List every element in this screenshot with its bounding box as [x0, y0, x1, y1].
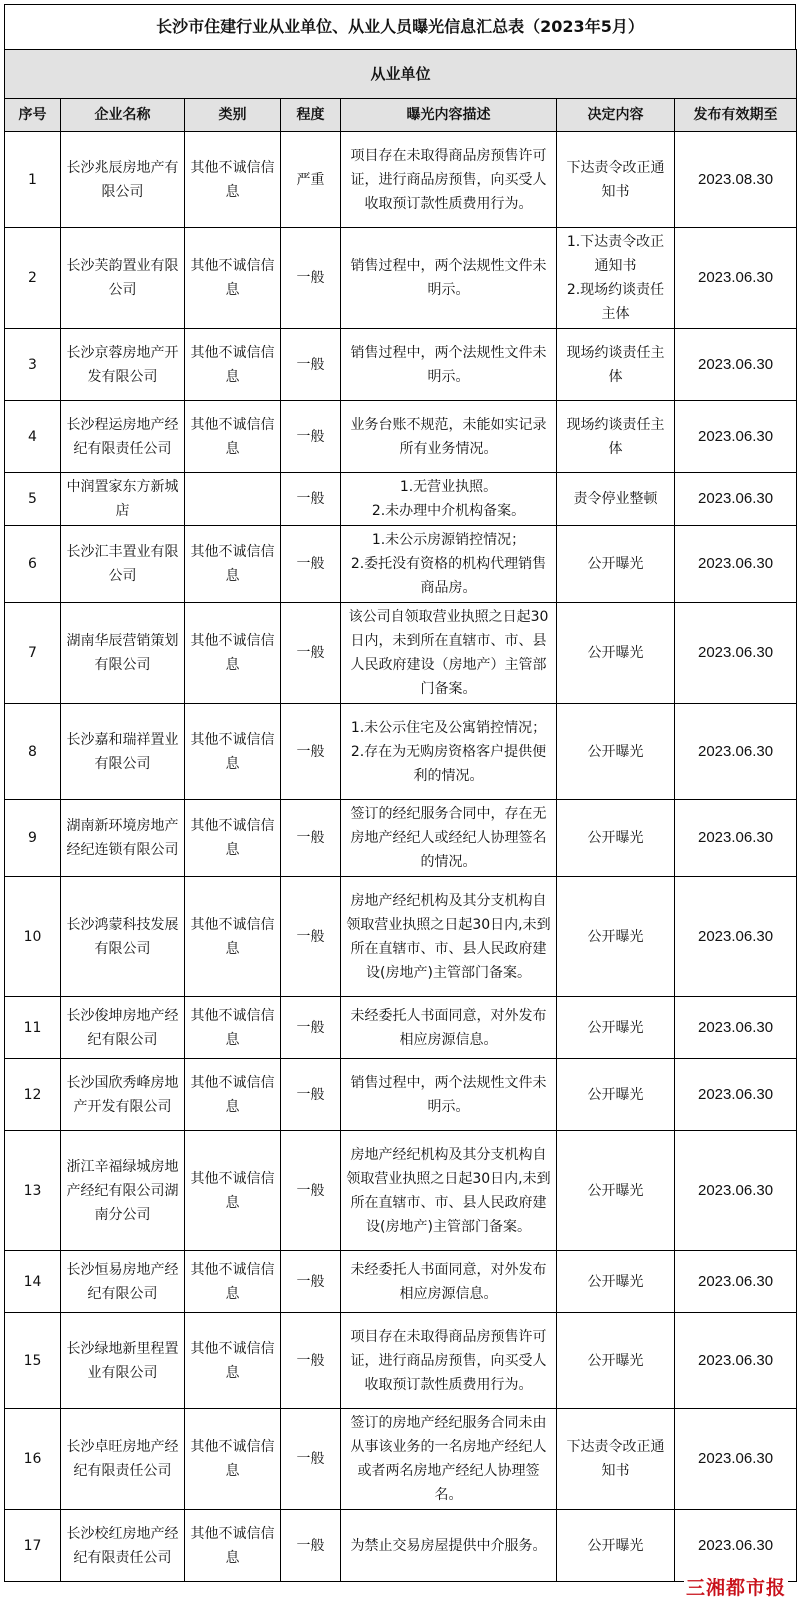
exposure-description: 业务台账不规范，未能如实记录所有业务情况。 — [341, 401, 557, 473]
expiry-date: 2023.06.30 — [675, 1251, 797, 1313]
category: 其他不诚信信息 — [185, 1510, 281, 1582]
severity-level: 一般 — [281, 329, 341, 401]
row-number: 17 — [5, 1510, 61, 1582]
exposure-description: 未经委托人书面同意，对外发布相应房源信息。 — [341, 997, 557, 1059]
company-name: 湖南新环境房地产经纪连锁有限公司 — [61, 800, 185, 877]
row-number: 6 — [5, 526, 61, 603]
company-name: 长沙兆辰房地产有限公司 — [61, 132, 185, 228]
company-name: 长沙俊坤房地产经纪有限公司 — [61, 997, 185, 1059]
row-number: 16 — [5, 1409, 61, 1510]
row-number: 10 — [5, 877, 61, 997]
row-number: 3 — [5, 329, 61, 401]
expiry-date: 2023.06.30 — [675, 1510, 797, 1582]
severity-level: 严重 — [281, 132, 341, 228]
exposure-table — [4, 49, 797, 1582]
row-number: 8 — [5, 704, 61, 800]
expiry-date: 2023.06.30 — [675, 603, 797, 704]
company-name: 长沙芙韵置业有限公司 — [61, 228, 185, 329]
column-header-description: 曝光内容描述 — [341, 99, 557, 132]
row-number: 4 — [5, 401, 61, 473]
row-number: 2 — [5, 228, 61, 329]
severity-level: 一般 — [281, 704, 341, 800]
table-row — [5, 704, 797, 800]
expiry-date: 2023.06.30 — [675, 401, 797, 473]
column-header-no: 序号 — [5, 99, 61, 132]
table-body — [5, 132, 797, 1582]
category: 其他不诚信信息 — [185, 603, 281, 704]
decision: 公开曝光 — [557, 526, 675, 603]
table-row — [5, 473, 797, 526]
category: 其他不诚信信息 — [185, 704, 281, 800]
decision: 公开曝光 — [557, 1313, 675, 1409]
table-row — [5, 1313, 797, 1409]
company-name: 长沙嘉和瑞祥置业有限公司 — [61, 704, 185, 800]
table-row — [5, 329, 797, 401]
company-name: 长沙汇丰置业有限公司 — [61, 526, 185, 603]
category: 其他不诚信信息 — [185, 1409, 281, 1510]
severity-level: 一般 — [281, 526, 341, 603]
decision: 公开曝光 — [557, 997, 675, 1059]
company-name: 浙江辛福绿城房地产经纪有限公司湖南分公司 — [61, 1131, 185, 1251]
severity-level: 一般 — [281, 228, 341, 329]
table-row — [5, 603, 797, 704]
decision: 公开曝光 — [557, 704, 675, 800]
row-number: 9 — [5, 800, 61, 877]
company-name: 中润置家东方新城店 — [61, 473, 185, 526]
decision: 公开曝光 — [557, 1251, 675, 1313]
expiry-date: 2023.08.30 — [675, 132, 797, 228]
table-row — [5, 877, 797, 997]
exposure-description: 销售过程中，两个法规性文件未明示。 — [341, 1059, 557, 1131]
column-header-category: 类别 — [185, 99, 281, 132]
row-number: 12 — [5, 1059, 61, 1131]
decision: 公开曝光 — [557, 1131, 675, 1251]
severity-level: 一般 — [281, 1059, 341, 1131]
company-name: 长沙绿地新里程置业有限公司 — [61, 1313, 185, 1409]
expiry-date: 2023.06.30 — [675, 800, 797, 877]
company-name: 长沙恒易房地产经纪有限公司 — [61, 1251, 185, 1313]
expiry-date: 2023.06.30 — [675, 1131, 797, 1251]
decision: 下达责令改正通知书 — [557, 132, 675, 228]
section-label: 从业单位 — [5, 50, 797, 99]
company-name: 长沙程运房地产经纪有限责任公司 — [61, 401, 185, 473]
table-row — [5, 228, 797, 329]
exposure-description: 未经委托人书面同意，对外发布相应房源信息。 — [341, 1251, 557, 1313]
exposure-description: 1.未公示房源销控情况； 2.委托没有资格的机构代理销售商品房。 — [341, 526, 557, 603]
expiry-date: 2023.06.30 — [675, 473, 797, 526]
exposure-description: 1.未公示住宅及公寓销控情况； 2.存在为无购房资格客户提供便利的情况。 — [341, 704, 557, 800]
table-row — [5, 1409, 797, 1510]
category: 其他不诚信信息 — [185, 997, 281, 1059]
category: 其他不诚信信息 — [185, 526, 281, 603]
category: 其他不诚信信息 — [185, 401, 281, 473]
category: 其他不诚信信息 — [185, 1251, 281, 1313]
decision: 公开曝光 — [557, 800, 675, 877]
exposure-description: 房地产经纪机构及其分支机构自领取营业执照之日起30日内,未到所在直辖市、市、县人民政府建设(房地产)主管部门备案。 — [341, 1131, 557, 1251]
expiry-date: 2023.06.30 — [675, 877, 797, 997]
severity-level: 一般 — [281, 1251, 341, 1313]
page-title: 长沙市住建行业从业单位、从业人员曝光信息汇总表（2023年5月） — [4, 4, 796, 50]
severity-level: 一般 — [281, 1131, 341, 1251]
exposure-description: 项目存在未取得商品房预售许可证，进行商品房预售，向买受人收取预订款性质费用行为。 — [341, 132, 557, 228]
row-number: 7 — [5, 603, 61, 704]
table-row — [5, 526, 797, 603]
severity-level: 一般 — [281, 603, 341, 704]
expiry-date: 2023.06.30 — [675, 228, 797, 329]
category: 其他不诚信信息 — [185, 132, 281, 228]
table-row — [5, 132, 797, 228]
table-row — [5, 1059, 797, 1131]
company-name: 长沙国欣秀峰房地产开发有限公司 — [61, 1059, 185, 1131]
decision: 公开曝光 — [557, 1510, 675, 1582]
row-number: 5 — [5, 473, 61, 526]
column-header-expiry: 发布有效期至 — [675, 99, 797, 132]
decision: 1.下达责令改正通知书 2.现场约谈责任主体 — [557, 228, 675, 329]
table-row — [5, 1131, 797, 1251]
decision: 现场约谈责任主体 — [557, 401, 675, 473]
expiry-date: 2023.06.30 — [675, 329, 797, 401]
expiry-date: 2023.06.30 — [675, 526, 797, 603]
watermark-logo: 三湘都市报 — [684, 1573, 788, 1600]
company-name: 长沙校红房地产经纪有限责任公司 — [61, 1510, 185, 1582]
exposure-description: 签订的房地产经纪服务合同未由从事该业务的一名房地产经纪人或者两名房地产经纪人协理签名。 — [341, 1409, 557, 1510]
category: 其他不诚信信息 — [185, 877, 281, 997]
table-row — [5, 1251, 797, 1313]
severity-level: 一般 — [281, 401, 341, 473]
expiry-date: 2023.06.30 — [675, 997, 797, 1059]
row-number: 1 — [5, 132, 61, 228]
row-number: 14 — [5, 1251, 61, 1313]
column-header-decision: 决定内容 — [557, 99, 675, 132]
expiry-date: 2023.06.30 — [675, 704, 797, 800]
category: 其他不诚信信息 — [185, 1059, 281, 1131]
severity-level: 一般 — [281, 1409, 341, 1510]
exposure-description: 销售过程中，两个法规性文件未明示。 — [341, 329, 557, 401]
company-name: 长沙鸿蒙科技发展有限公司 — [61, 877, 185, 997]
row-number: 11 — [5, 997, 61, 1059]
decision: 公开曝光 — [557, 877, 675, 997]
company-name: 长沙卓旺房地产经纪有限责任公司 — [61, 1409, 185, 1510]
decision: 公开曝光 — [557, 1059, 675, 1131]
severity-level: 一般 — [281, 1313, 341, 1409]
severity-level: 一般 — [281, 1510, 341, 1582]
column-header-company: 企业名称 — [61, 99, 185, 132]
company-name: 湖南华辰营销策划有限公司 — [61, 603, 185, 704]
company-name: 长沙京蓉房地产开发有限公司 — [61, 329, 185, 401]
exposure-description: 1.无营业执照。 2.未办理中介机构备案。 — [341, 473, 557, 526]
table-row — [5, 401, 797, 473]
exposure-description: 项目存在未取得商品房预售许可证，进行商品房预售，向买受人收取预订款性质费用行为。 — [341, 1313, 557, 1409]
table-row — [5, 800, 797, 877]
table-row — [5, 997, 797, 1059]
category: 其他不诚信信息 — [185, 228, 281, 329]
severity-level: 一般 — [281, 997, 341, 1059]
decision: 责令停业整顿 — [557, 473, 675, 526]
exposure-description: 销售过程中，两个法规性文件未明示。 — [341, 228, 557, 329]
expiry-date: 2023.06.30 — [675, 1409, 797, 1510]
row-number: 13 — [5, 1131, 61, 1251]
category: 其他不诚信信息 — [185, 329, 281, 401]
severity-level: 一般 — [281, 473, 341, 526]
column-header-level: 程度 — [281, 99, 341, 132]
exposure-description: 为禁止交易房屋提供中介服务。 — [341, 1510, 557, 1582]
exposure-description: 该公司自领取营业执照之日起30日内，未到所在直辖市、市、县人民政府建设（房地产）主管部门备案。 — [341, 603, 557, 704]
category — [185, 473, 281, 526]
exposure-description: 房地产经纪机构及其分支机构自领取营业执照之日起30日内,未到所在直辖市、市、县人民政府建设(房地产)主管部门备案。 — [341, 877, 557, 997]
expiry-date: 2023.06.30 — [675, 1059, 797, 1131]
severity-level: 一般 — [281, 877, 341, 997]
category: 其他不诚信信息 — [185, 1313, 281, 1409]
decision: 公开曝光 — [557, 603, 675, 704]
decision: 下达责令改正通知书 — [557, 1409, 675, 1510]
category: 其他不诚信信息 — [185, 1131, 281, 1251]
exposure-description: 签订的经纪服务合同中，存在无房地产经纪人或经纪人协理签名的情况。 — [341, 800, 557, 877]
category: 其他不诚信信息 — [185, 800, 281, 877]
row-number: 15 — [5, 1313, 61, 1409]
expiry-date: 2023.06.30 — [675, 1313, 797, 1409]
decision: 现场约谈责任主体 — [557, 329, 675, 401]
severity-level: 一般 — [281, 800, 341, 877]
table-row — [5, 1510, 797, 1582]
